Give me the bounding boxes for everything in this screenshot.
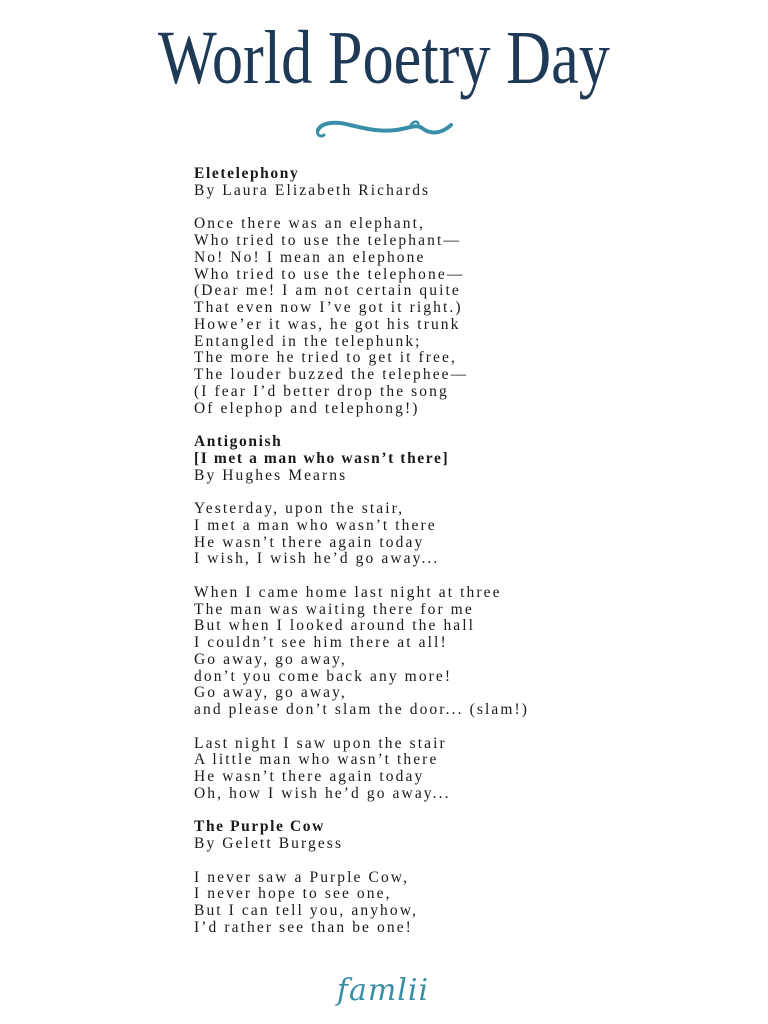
poem-author: By Gelett Burgess bbox=[194, 835, 344, 852]
poem-line: Who tried to use the telephone— bbox=[194, 265, 465, 283]
poem-line: I wish, I wish he’d go away... bbox=[194, 550, 440, 568]
poem-line: That even now I’ve got it right.) bbox=[194, 299, 463, 316]
poems-column bbox=[194, 166, 674, 937]
poem-line: Howe’er it was, he got his trunk bbox=[194, 315, 461, 333]
poem-author: By Laura Elizabeth Richards bbox=[194, 181, 431, 199]
stanza bbox=[194, 501, 674, 568]
swirl-divider-icon bbox=[310, 116, 455, 142]
poem-line: I met a man who wasn’t there bbox=[194, 516, 437, 534]
poem-line: and please don’t slam the door... (slam!) bbox=[194, 701, 530, 718]
poem-subtitle: [I met a man who wasn’t there] bbox=[194, 449, 450, 467]
poem bbox=[194, 166, 674, 417]
poem-line: I’d rather see than be one! bbox=[194, 918, 413, 936]
poem-line: Of elephop and telephong!) bbox=[194, 399, 420, 417]
poem-title: Eletelephony bbox=[194, 165, 300, 182]
poem-line: Entangled in the telephunk; bbox=[194, 332, 422, 350]
poem-line: A little man who wasn’t there bbox=[194, 751, 439, 769]
stanza bbox=[194, 216, 674, 417]
logo-text: famlii bbox=[336, 973, 430, 1008]
poem-line: Oh, how I wish he’d go away... bbox=[194, 784, 451, 802]
stanza bbox=[194, 585, 674, 719]
poem-line: When I came home last night at three bbox=[194, 583, 502, 601]
poem bbox=[194, 434, 674, 803]
stanza bbox=[194, 736, 674, 803]
poem-line: Go away, go away, bbox=[194, 684, 347, 702]
poem-line: The man was waiting there for me bbox=[194, 600, 474, 618]
poem-line: Go away, go away, bbox=[194, 650, 347, 668]
poem-title: The Purple Cow bbox=[194, 818, 325, 836]
poem-author: By Hughes Mearns bbox=[194, 466, 348, 484]
stanza bbox=[194, 870, 674, 937]
poem-line: (I fear I’d better drop the song bbox=[194, 382, 449, 400]
poem-line: Last night I saw upon the stair bbox=[194, 734, 447, 752]
poem-line: No! No! I mean an elephone bbox=[194, 248, 426, 266]
poem bbox=[194, 819, 674, 936]
poem-line: The louder buzzed the telephee— bbox=[194, 366, 469, 383]
poem-line: I couldn’t see him there at all! bbox=[194, 634, 448, 651]
poem-line: I never hope to see one, bbox=[194, 885, 392, 903]
poem-line: But I can tell you, anyhow, bbox=[194, 902, 419, 919]
poem-line: But when I looked around the hall bbox=[194, 617, 476, 635]
page-title: World Poetry Day bbox=[158, 16, 610, 100]
poem-line: He wasn’t there again today bbox=[194, 768, 425, 785]
poem-line: (Dear me! I am not certain quite bbox=[194, 282, 461, 300]
poem-line: Once there was an elephant, bbox=[194, 215, 425, 233]
famlii-logo bbox=[318, 966, 448, 1014]
poem-title: Antigonish bbox=[194, 433, 283, 450]
poem-line: don’t you come back any more! bbox=[194, 667, 453, 685]
poem-line: Who tried to use the telephant— bbox=[194, 232, 461, 249]
poem-line: The more he tried to get it free, bbox=[194, 349, 457, 367]
poem-line: He wasn’t there again today bbox=[194, 533, 425, 551]
poem-line: I never saw a Purple Cow, bbox=[194, 868, 410, 886]
poem-line: Yesterday, upon the stair, bbox=[194, 500, 405, 517]
